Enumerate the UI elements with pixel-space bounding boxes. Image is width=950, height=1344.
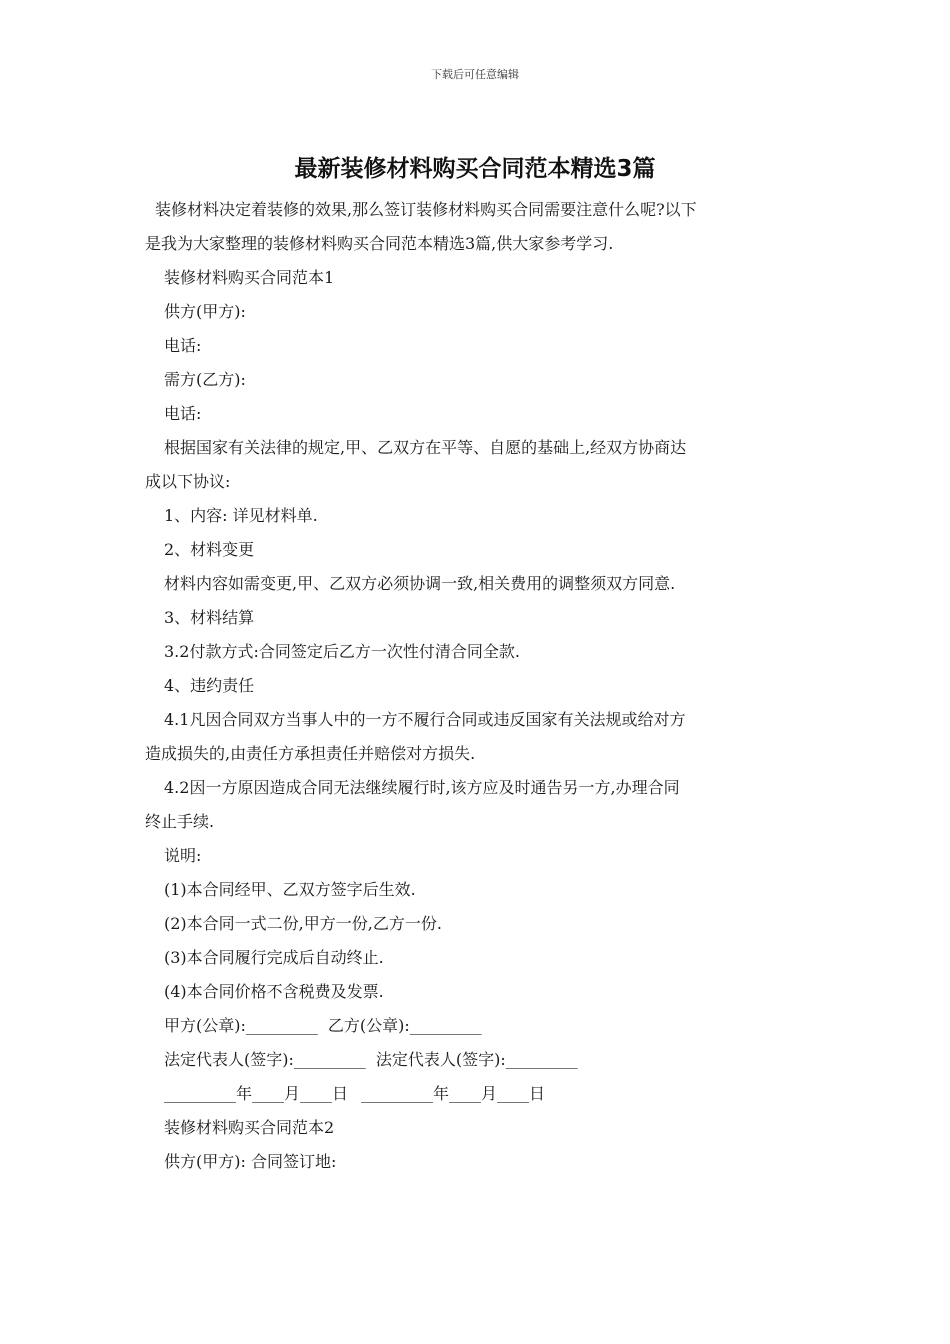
representative-row	[145, 1043, 815, 1077]
note-2: (2)本合同一式二份,甲方一份,乙方一份.	[164, 914, 442, 933]
clause-3-heading: 3、材料结算	[164, 608, 255, 627]
note-1: (1)本合同经甲、乙双方签字后生效.	[164, 880, 416, 899]
intro-line-1: 装修材料决定着装修的效果,那么签订装修材料购买合同需要注意什么呢?以下	[155, 200, 697, 219]
date-row	[145, 1077, 815, 1111]
party-a-seal: 甲方(公章):_________	[164, 1016, 318, 1035]
preamble-line-2: 成以下协议:	[145, 472, 231, 491]
contract-2-heading: 装修材料购买合同范本2	[164, 1118, 335, 1137]
clause-4-heading: 4、违约责任	[164, 676, 255, 695]
intro-line-2: 是我为大家整理的装修材料购买合同范本精选3篇,供大家参考学习.	[145, 234, 614, 253]
document-body	[145, 193, 815, 1179]
clause-4-1-line-2: 造成损失的,由责任方承担责任并赔偿对方损失.	[145, 744, 476, 763]
supplier-phone-label: 电话:	[164, 336, 202, 355]
contract-1-heading: 装修材料购买合同范本1	[164, 268, 335, 287]
clause-3-2: 3.2付款方式:合同签定后乙方一次性付清合同全款.	[164, 642, 520, 661]
party-b-date: _________年____月____日	[361, 1084, 546, 1103]
party-b-representative: 法定代表人(签字):_________	[375, 1050, 578, 1069]
clause-4-2-line-2: 终止手续.	[145, 812, 215, 831]
seal-row	[145, 1009, 815, 1043]
clause-2-text: 材料内容如需变更,甲、乙双方必须协调一致,相关费用的调整须双方同意.	[164, 574, 676, 593]
party-a-date: _________年____月____日	[164, 1084, 349, 1103]
supplier-label: 供方(甲方):	[164, 302, 246, 321]
party-a-representative: 法定代表人(签字):_________	[164, 1050, 366, 1069]
document-title: 最新装修材料购买合同范本精选3篇	[294, 156, 656, 182]
clause-4-1-line-1: 4.1凡因合同双方当事人中的一方不履行合同或违反国家有关法规或给对方	[164, 710, 686, 729]
buyer-phone-label: 电话:	[164, 404, 202, 423]
note-4: (4)本合同价格不含税费及发票.	[164, 982, 384, 1001]
clause-4-2-line-1: 4.2因一方原因造成合同无法继续履行时,该方应及时通告另一方,办理合同	[164, 778, 680, 797]
clause-1: 1、内容: 详见材料单.	[164, 506, 318, 525]
contract-2-supplier-label: 供方(甲方): 合同签订地:	[164, 1152, 337, 1171]
note-3: (3)本合同履行完成后自动终止.	[164, 948, 384, 967]
notes-heading: 说明:	[164, 846, 202, 865]
header-note: 下载后可任意编辑	[431, 68, 519, 81]
buyer-label: 需方(乙方):	[164, 370, 246, 389]
clause-2-heading: 2、材料变更	[164, 540, 255, 559]
preamble-line-1: 根据国家有关法律的规定,甲、乙双方在平等、自愿的基础上,经双方协商达	[164, 438, 687, 457]
party-b-seal: 乙方(公章):_________	[327, 1016, 482, 1035]
